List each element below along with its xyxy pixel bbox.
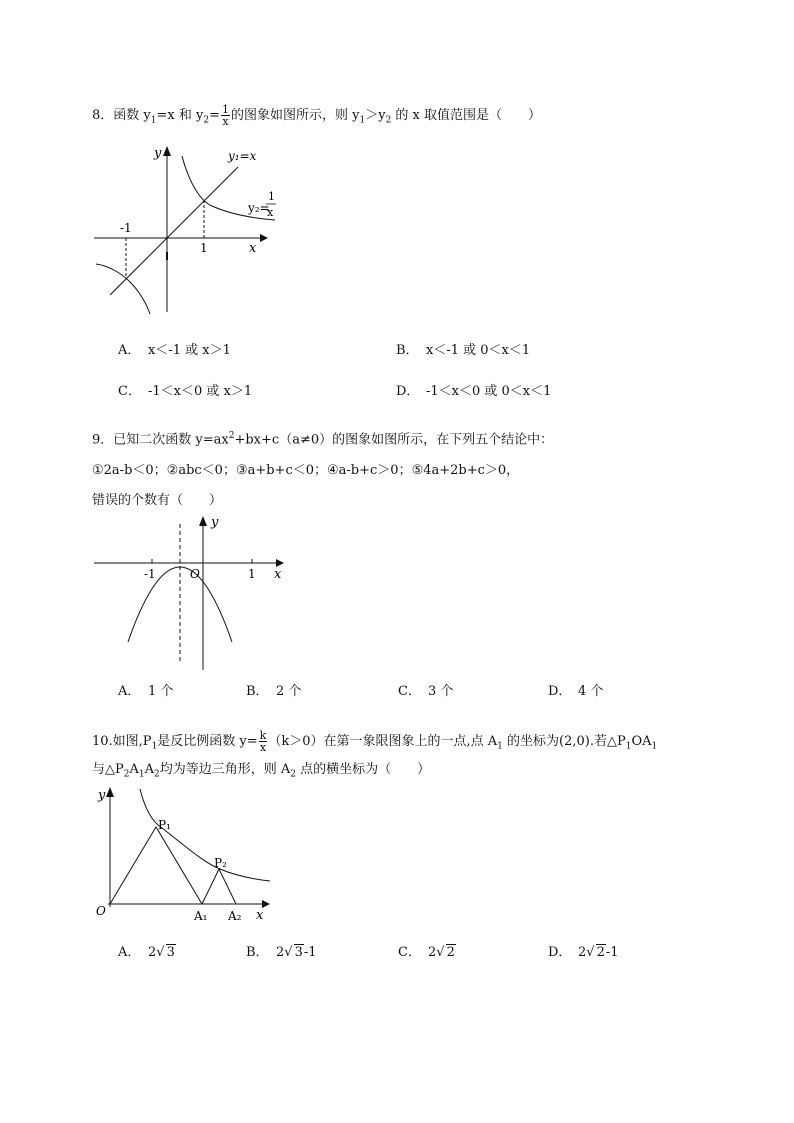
q10-stem-line2	[92, 763, 430, 780]
option-radicand: 2	[446, 945, 455, 960]
q10-option-d[interactable]	[548, 941, 619, 960]
sqrt-icon: √	[586, 945, 595, 960]
option-post: -1	[303, 945, 317, 960]
sqrt-icon: √	[284, 945, 293, 960]
q10-sub: 1	[625, 741, 632, 752]
q10-stem-line1	[92, 730, 657, 753]
q8-curve-frac-num: 1	[268, 190, 275, 203]
option-label: C．	[398, 684, 421, 699]
q9-option-b[interactable]	[246, 680, 301, 699]
q9-sup: 2	[228, 431, 235, 441]
option-label: C．	[398, 945, 421, 960]
q10-label-p2: P₂	[214, 856, 227, 870]
q8-stem-text: 函数 y	[113, 108, 151, 123]
q9-stem-line2: ①2a-b＜0；②abc＜0；③a+b+c＜0；④a-b+c＞0；⑤4a+2b+c＞0，	[92, 463, 520, 478]
q9-label-1: 1	[248, 567, 256, 581]
option-coef: 2	[428, 945, 437, 960]
q10-sub: 1	[151, 741, 158, 752]
q10-sub: 1	[138, 769, 145, 780]
q9-label-x: x	[274, 567, 282, 582]
option-text: 3 个	[428, 684, 454, 699]
q10-stem-text: 均为等边三角形，则 A	[159, 762, 291, 777]
q8-x-arrow	[260, 234, 268, 242]
q8-curve-label-y1: y₁=x	[228, 149, 257, 163]
q10-option-b[interactable]	[246, 941, 317, 960]
q10-label-y: y	[98, 788, 106, 803]
option-label: D．	[396, 384, 420, 399]
q10-option-a[interactable]	[118, 941, 176, 960]
sqrt-icon: √	[156, 945, 165, 960]
option-text: 1 个	[148, 684, 174, 699]
option-post: -1	[605, 945, 619, 960]
q8-option-c[interactable]	[118, 380, 252, 399]
q10-stem-text: 10.如图,P	[92, 734, 152, 749]
option-label: B．	[246, 684, 269, 699]
q9-x-arrow	[276, 559, 284, 567]
option-text: 2 个	[276, 684, 302, 699]
q8-option-b[interactable]	[396, 339, 530, 358]
q8-curve-label-y2: y₂=	[248, 201, 270, 215]
q9-option-d[interactable]	[548, 680, 603, 699]
q9-option-c[interactable]	[398, 680, 453, 699]
q10-option-c[interactable]	[398, 941, 456, 960]
q10-sub: 1	[651, 741, 658, 752]
q10-stem-text: 是反比例函数 y=	[157, 734, 258, 749]
option-radicand: 2	[596, 945, 605, 960]
q8-frac-num: 1	[221, 103, 229, 116]
option-coef: 2	[148, 945, 157, 960]
option-label: A．	[118, 343, 141, 358]
q8-option-d[interactable]	[396, 380, 551, 399]
option-label: B．	[396, 343, 419, 358]
q10-sub: 2	[123, 769, 130, 780]
q8-sub: 1	[150, 115, 157, 126]
q8-sub: 1	[359, 115, 366, 126]
option-label: A．	[118, 684, 141, 699]
q8-frac-den: x	[222, 115, 229, 128]
q9-label-y: y	[211, 515, 219, 530]
q8-label-y: y	[154, 146, 162, 161]
q9-label-origin: O	[190, 567, 200, 581]
q10-triangle-2	[202, 869, 236, 904]
q8-hyperbola-q3	[96, 264, 150, 314]
q10-fraction	[259, 730, 268, 753]
q8-fraction	[221, 104, 230, 127]
q9-label-neg1: -1	[144, 567, 156, 581]
q9-stem-text: +bx+c（a≠0）的图象如图所示，在下列五个结论中：	[234, 432, 554, 448]
q10-y-arrow	[106, 787, 114, 797]
q8-label-1: 1	[200, 241, 208, 255]
q10-label-a2: A₂	[228, 909, 242, 923]
q10-label-a1: A₁	[194, 909, 208, 923]
q10-stem-text: 点的横坐标为（ ）	[296, 762, 431, 777]
q10-label-origin: O	[96, 904, 106, 918]
q9-stem-text: 9．已知二次函数 y=ax	[92, 432, 229, 448]
q10-stem-text: 的坐标为(2,0).若△P	[502, 734, 626, 749]
option-text: x＜-1 或 0＜x＜1	[426, 343, 531, 358]
option-text: -1＜x＜0 或 x＞1	[148, 384, 253, 399]
q10-stem-text: A	[144, 762, 154, 777]
q9-y-arrow	[199, 516, 207, 526]
sqrt-icon: √	[436, 945, 445, 960]
q8-y-arrow	[163, 146, 171, 156]
q8-label-neg1: -1	[120, 221, 132, 235]
q10-stem-text: A	[129, 762, 139, 777]
q10-frac-den: x	[259, 741, 267, 754]
q8-stem-text: 的图象如图所示，则 y	[230, 108, 360, 123]
q9-stem-line3: 错误的个数有（ ）	[92, 493, 223, 508]
q9-option-a[interactable]	[118, 680, 173, 699]
option-label: B．	[246, 945, 269, 960]
q10-graph	[94, 783, 284, 925]
q10-hyperbola	[140, 789, 270, 881]
q10-sub: 2	[154, 769, 160, 780]
option-label: D．	[548, 684, 572, 699]
q10-x-arrow	[262, 900, 270, 908]
q8-stem	[92, 104, 541, 127]
option-radicand: 3	[294, 945, 303, 960]
q8-sub: 2	[203, 115, 210, 126]
q8-label-x: x	[249, 241, 257, 256]
q10-sub: 2	[290, 769, 296, 780]
q10-frac-num: k	[259, 729, 267, 742]
option-label: C．	[118, 384, 141, 399]
q9-graph	[90, 512, 290, 677]
q10-triangle-1	[110, 827, 202, 904]
option-text: -1＜x＜0 或 0＜x＜1	[426, 384, 552, 399]
option-label: D．	[548, 945, 572, 960]
q10-label-p1: P₁	[158, 818, 171, 832]
q10-stem-text: 与△P	[92, 762, 124, 777]
option-text: 4 个	[578, 684, 604, 699]
q10-stem-text: OA	[631, 734, 652, 749]
q8-graph	[90, 140, 280, 320]
q10-stem-text: （k＞0）在第一象限图象上的一点,点 A	[268, 734, 498, 749]
q9-stem-line1	[92, 432, 553, 446]
option-coef: 2	[276, 945, 285, 960]
q10-label-x: x	[256, 908, 264, 923]
q8-stem-text: =x 和 y	[156, 108, 204, 123]
q8-sub: 2	[385, 115, 392, 126]
q10-sub: 1	[497, 741, 503, 752]
option-label: A．	[118, 945, 141, 960]
q8-stem-text: 的 x 取值范围是（ ）	[391, 108, 542, 123]
q8-stem-text: ＞y	[365, 108, 386, 123]
q8-curve-frac-den: x	[267, 206, 274, 219]
option-coef: 2	[578, 945, 587, 960]
q8-number: 8．	[92, 108, 114, 123]
q8-stem-text: =	[209, 108, 220, 123]
option-text: x＜-1 或 x＞1	[148, 343, 231, 358]
q8-option-a[interactable]	[118, 339, 231, 358]
option-radicand: 3	[166, 945, 175, 960]
